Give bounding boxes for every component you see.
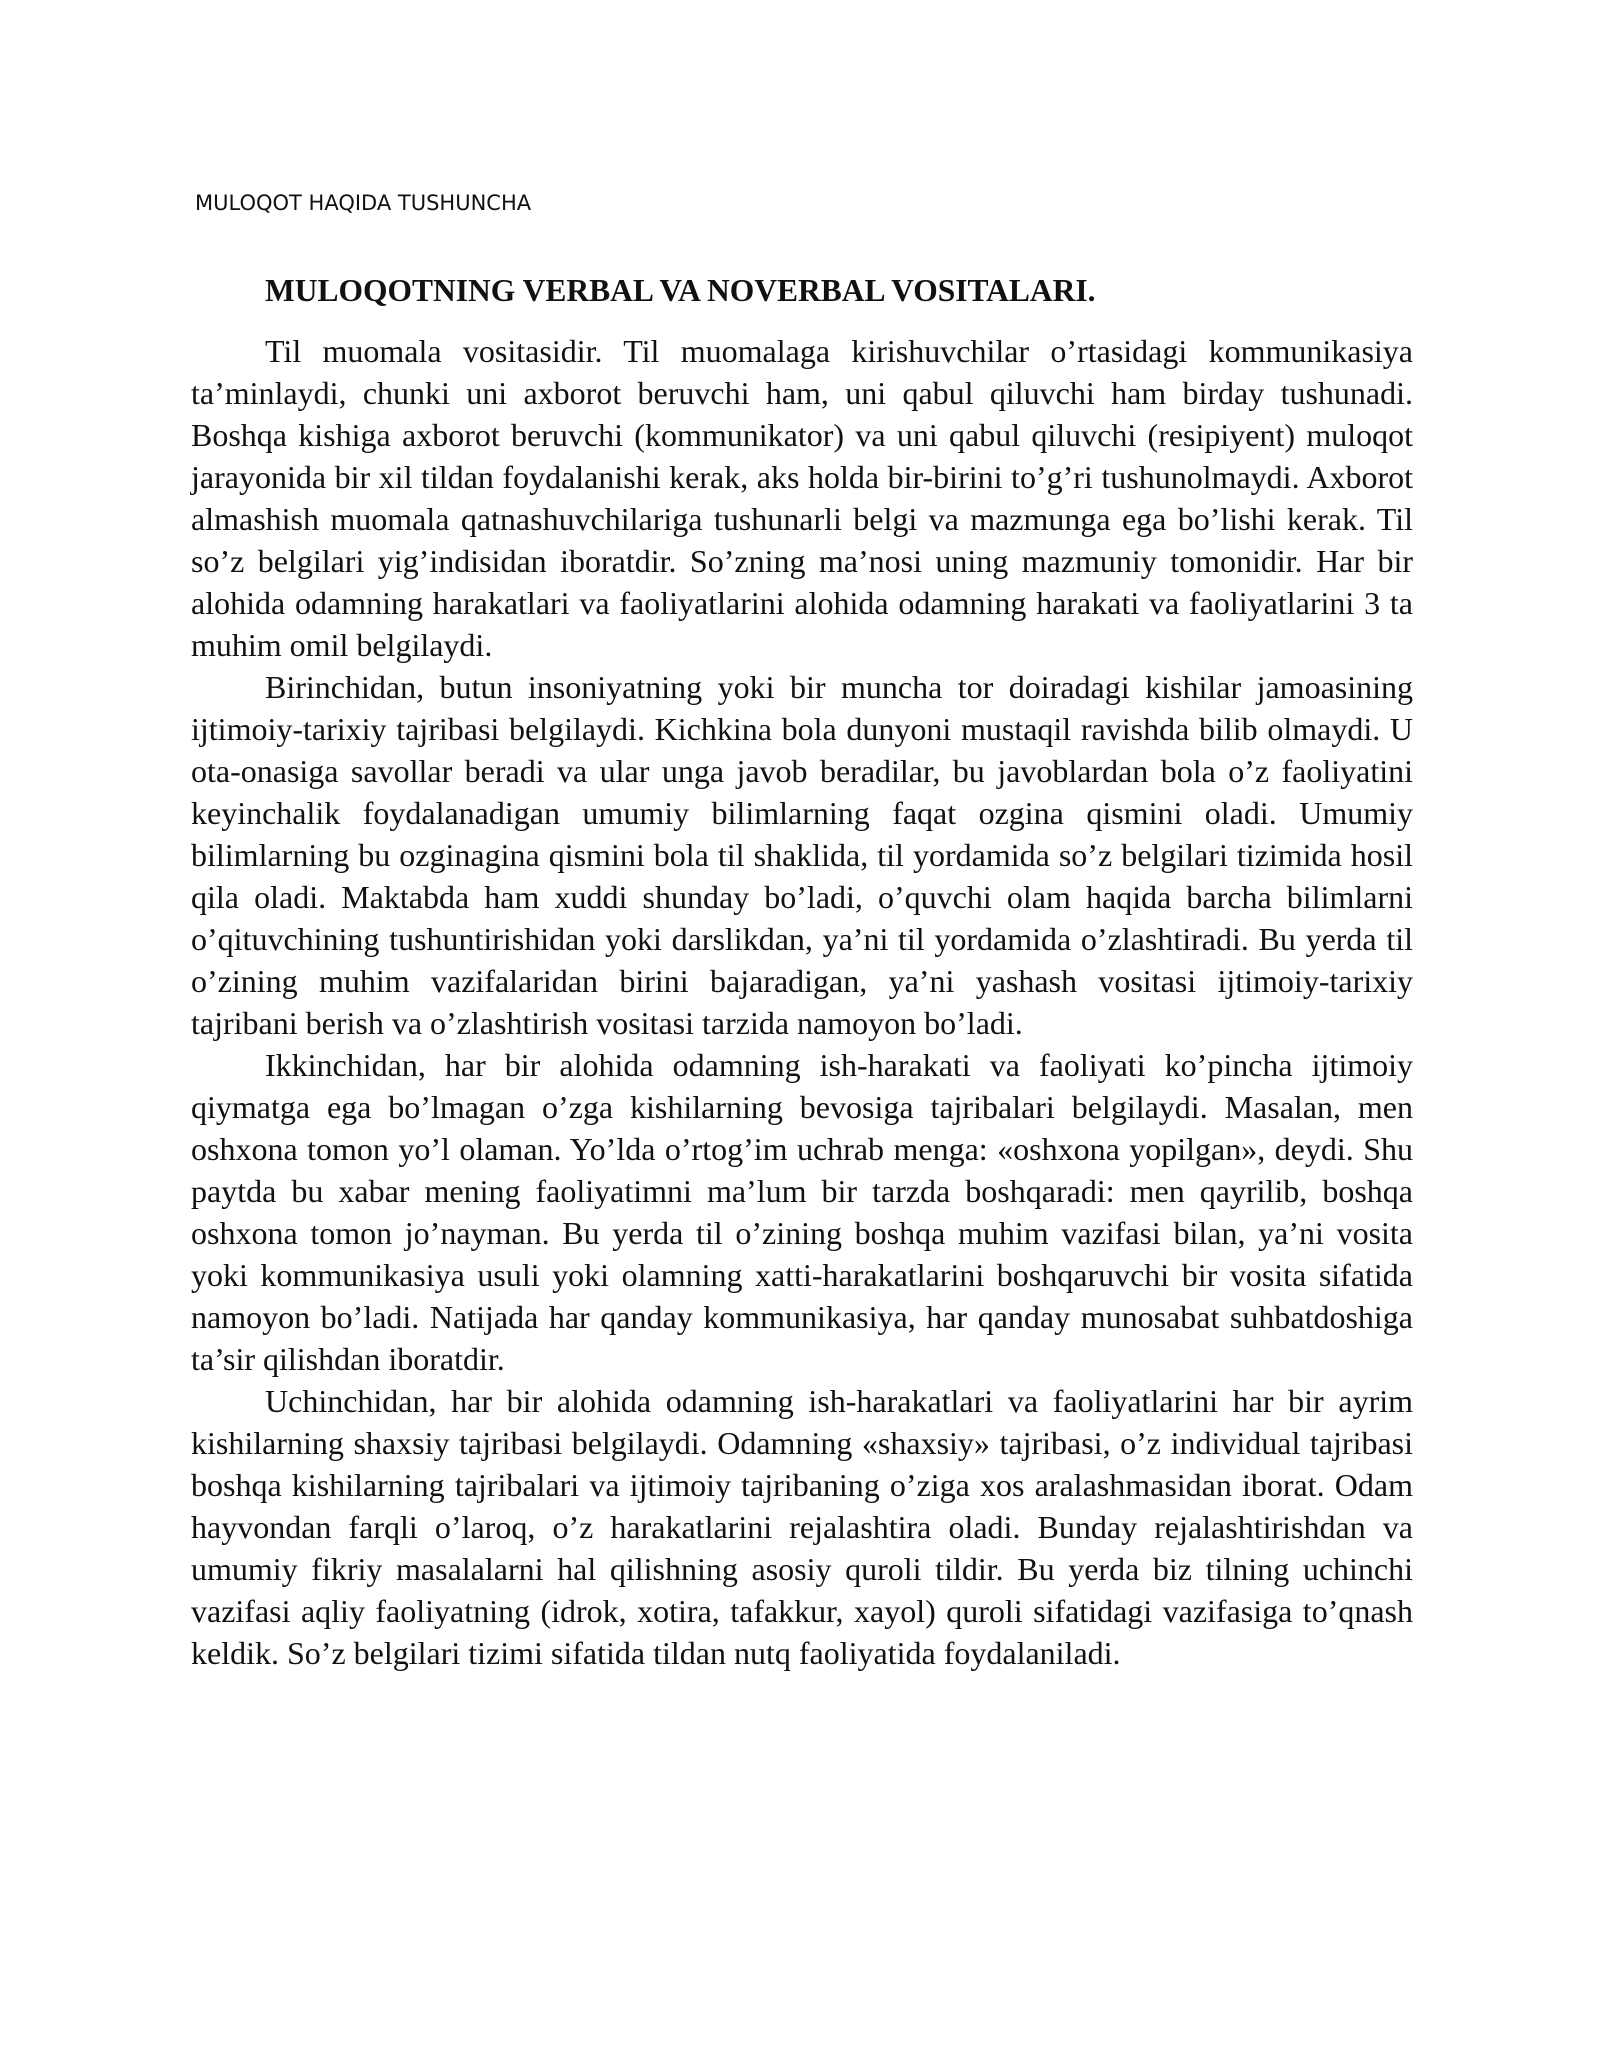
paragraph-intro: Til muomala vositasidir. Til muomalaga kirishuvchilar o’rtasidagi kommunikasiya ta’minlaydi, chunki uni axborot beruvchi ham, uni qabul qiluvchi ham birday tushunadi. Boshqa kishiga axborot beruvchi (kommunikator) va uni qabul qiluvchi (resipiyent) muloqot jarayonida bir xil tildan foydalanishi kerak, aks holda bir-birini to’g’ri tushunolmaydi. Axborot almashish muomala qatnashuvchilariga tushunarli belgi va mazmunga ega bo’lishi kerak. Til so’z belgilari yig’indisidan iboratdir. So’zning ma’nosi uning mazmuniy tomonidir. Har bir alohida odamning harakatlari va faoliyatlarini alohida odamning harakati va faoliyatlarini 3 ta muhim omil belgilaydi.: [191, 333, 1413, 663]
running-header: MULOQOT HAQIDA TUSHUNCHA: [195, 191, 532, 215]
document-body: [191, 330, 1413, 1674]
document-title: MULOQOTNING VERBAL VA NOVERBAL VOSITALARI.: [265, 273, 1096, 308]
paragraph-first-factor: Birinchidan, butun insoniyatning yoki bir muncha tor doiradagi kishilar jamoasining ijtimoiy-tarixiy tajribasi belgilaydi. Kichkina bola dunyoni mustaqil ravishda bilib olmaydi. U ota-onasiga savollar beradi va ular unga javob beradilar, bu javoblardan bola o’z faoliyatini keyinchalik foydalanadigan umumiy bilimlarning faqat ozgina qismini oladi. Umumiy bilimlarning bu ozginagina qismini bola til shaklida, til yordamida so’z belgilari tizimida hosil qila oladi. Maktabda ham xuddi shunday bo’ladi, o’quvchi olam haqida barcha bilimlarni o’qituvchining tushuntirishidan yoki darslikdan, ya’ni til yordamida o’zlashtiradi. Bu yerda til o’zining muhim vazifalaridan birini bajaradigan, ya’ni yashash vositasi ijtimoiy-tarixiy tajribani berish va o’zlashtirish vositasi tarzida namoyon bo’ladi.: [191, 669, 1413, 1041]
paragraph-third-factor: Uchinchidan, har bir alohida odamning ish-harakatlari va faoliyatlarini har bir ayrim kishilarning shaxsiy tajribasi belgilaydi. Odamning «shaxsiy» tajribasi, o’z individual tajribasi boshqa kishilarning tajribalari va ijtimoiy tajribaning o’ziga xos aralashmasidan iborat. Odam hayvondan farqli o’laroq, o’z harakatlarini rejalashtira oladi. Bunday rejalashtirishdan va umumiy fikriy masalalarni hal qilishning asosiy quroli tildir. Bu yerda biz tilning uchinchi vazifasi aqliy faoliyatning (idrok, xotira, tafakkur, xayol) quroli sifatidagi vazifasiga to’qnash keldik. So’z belgilari tizimi sifatida tildan nutq faoliyatida foydalaniladi.: [191, 1383, 1413, 1671]
paragraph-second-factor: Ikkinchidan, har bir alohida odamning ish-harakati va faoliyati ko’pincha ijtimoiy qiymatga ega bo’lmagan o’zga kishilarning bevosiga tajribalari belgilaydi. Masalan, men oshxona tomon yo’l olaman. Yo’lda o’rtog’im uchrab menga: «oshxona yopilgan», deydi. Shu paytda bu xabar mening faoliyatimni ma’lum bir tarzda boshqaradi: men qayrilib, boshqa oshxona tomon jo’nayman. Bu yerda til o’zining boshqa muhim vazifasi bilan, ya’ni vosita yoki kommunikasiya usuli yoki olamning xatti-harakatlarini boshqaruvchi bir vosita sifatida namoyon bo’ladi. Natijada har qanday kommunikasiya, har qanday munosabat suhbatdoshiga ta’sir qilishdan iboratdir.: [191, 1047, 1413, 1377]
